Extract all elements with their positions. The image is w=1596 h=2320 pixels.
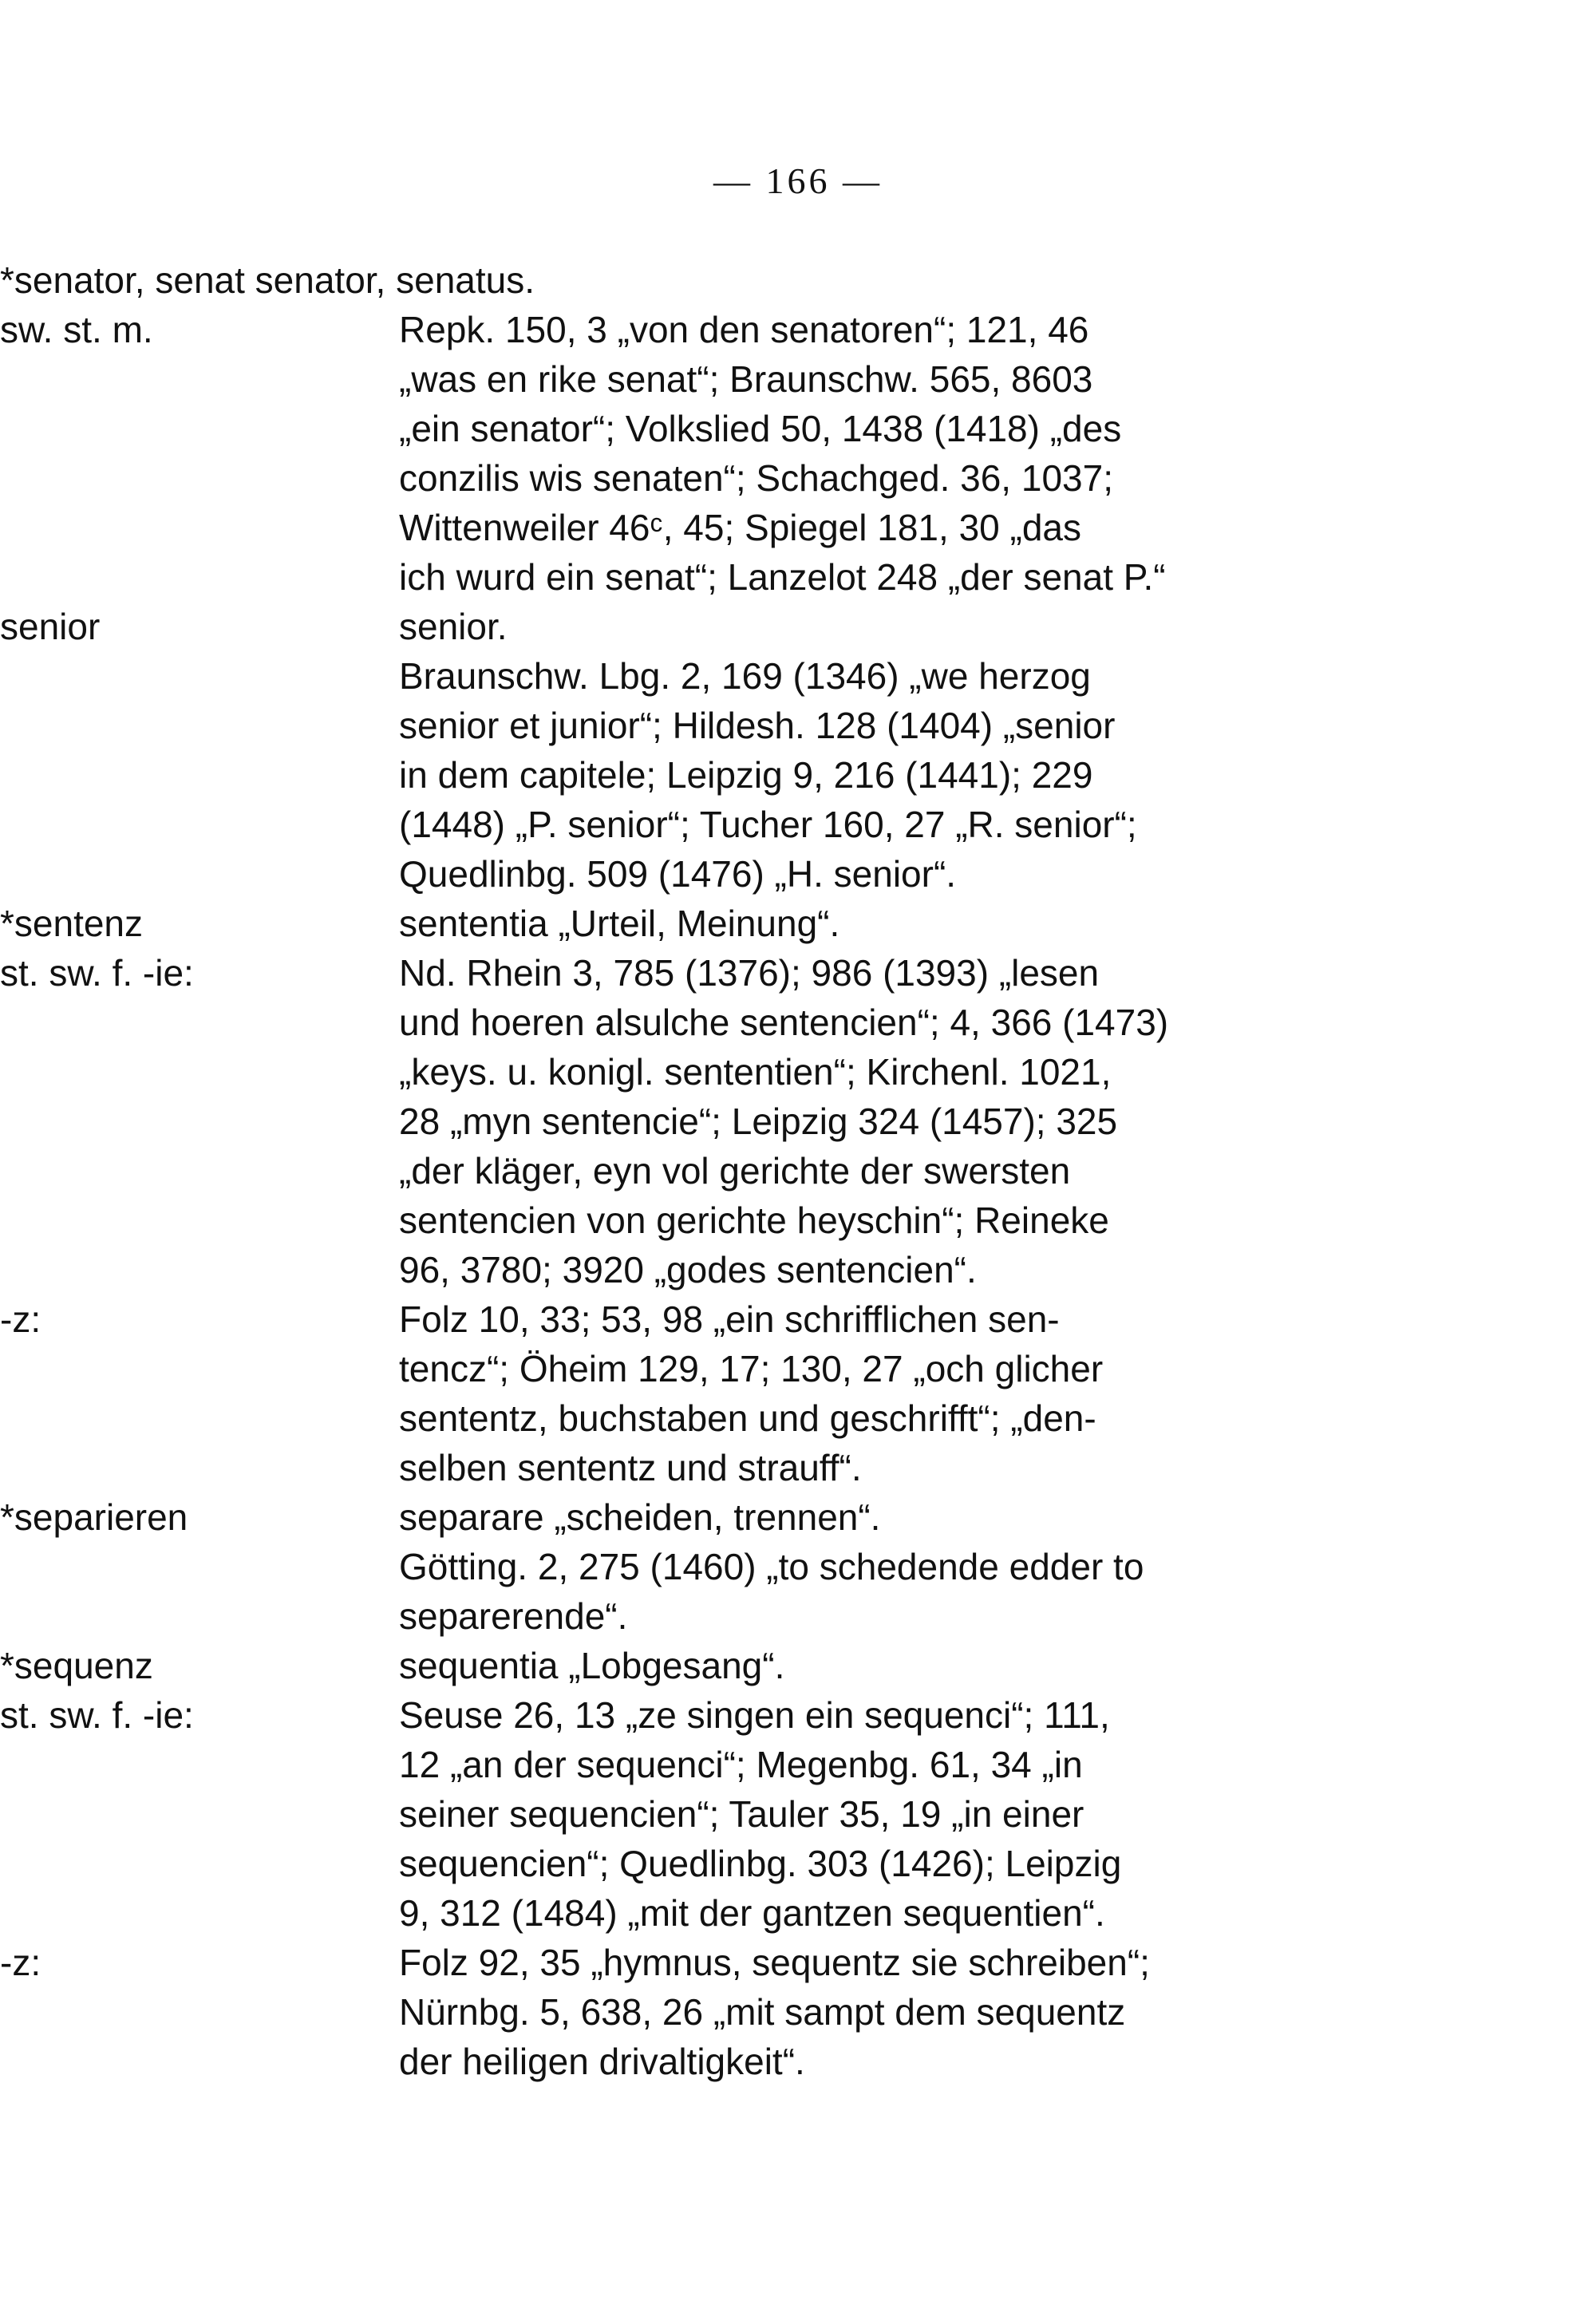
entry-label: *sequenz <box>0 1645 153 1686</box>
page-number: — 166 — <box>713 160 883 201</box>
entry-line <box>399 800 1484 849</box>
entry-text: Nürnbg. 5, 638, 26 „mit sampt dem sequentz <box>399 1991 1126 2033</box>
entry-line <box>399 503 1484 552</box>
dictionary-entry <box>0 255 1484 602</box>
entry-text: conzilis wis senaten“; Schachged. 36, 1037; <box>399 457 1113 499</box>
dictionary-entry <box>0 602 1484 899</box>
entry-line <box>399 750 1484 800</box>
entry-line <box>0 948 1484 998</box>
entry-text: seiner sequencien“; Tauler 35, 19 „in einer <box>399 1793 1084 1835</box>
entry-line <box>399 1097 1484 1146</box>
entry-text: „keys. u. konigl. sententien“; Kirchenl. 1021, <box>399 1051 1112 1093</box>
entry-line <box>0 1938 1484 1987</box>
entry-line <box>0 1492 1484 1542</box>
entry-line <box>399 1047 1484 1097</box>
entry-line <box>399 1542 1484 1591</box>
entry-text: „was en rike senat“; Braunschw. 565, 8603 <box>399 358 1093 400</box>
entry-line <box>399 1393 1484 1443</box>
entry-label: *sentenz <box>0 903 144 944</box>
entry-line <box>0 602 1484 651</box>
entry-text: sequencien“; Quedlinbg. 303 (1426); Leipzig <box>399 1843 1122 1884</box>
entry-line <box>399 1245 1484 1294</box>
entry-line <box>399 1740 1484 1789</box>
entry-text: sentencien von gerichte heyschin“; Reineke <box>399 1200 1109 1241</box>
dictionary-entry <box>0 899 1484 1492</box>
lemma-line: *senator, senat senator, senatus. <box>0 259 535 301</box>
entry-line <box>399 552 1484 602</box>
entry-line <box>0 1641 1484 1690</box>
entry-text: ich wurd ein senat“; Lanzelot 248 „der senat P.“ <box>399 556 1166 598</box>
entry-text: sententia „Urteil, Meinung“. <box>399 903 840 944</box>
entry-text: „ein senator“; Volkslied 50, 1438 (1418) „des <box>399 408 1122 449</box>
entry-line <box>0 899 1484 948</box>
entry-line <box>0 1690 1484 1740</box>
entry-text: Braunschw. Lbg. 2, 169 (1346) „we herzog <box>399 655 1091 697</box>
entry-text: 12 „an der sequenci“; Megenbg. 61, 34 „in <box>399 1744 1083 1785</box>
entry-text: sententz, buchstaben und geschrifft“; „den- <box>399 1397 1096 1439</box>
entry-text: Seuse 26, 13 „ze singen ein sequenci“; 111, <box>399 1694 1110 1736</box>
entry-line <box>399 404 1484 453</box>
entry-line <box>399 354 1484 404</box>
entry-text: Nd. Rhein 3, 785 (1376); 986 (1393) „lesen <box>399 952 1100 994</box>
entry-text: Folz 10, 33; 53, 98 „ein schrifflichen sen- <box>399 1298 1060 1340</box>
dictionary-entry <box>0 1492 1484 1641</box>
entry-text: Repk. 150, 3 „von den senatoren“; 121, 46 <box>399 309 1089 350</box>
entry-line <box>399 1344 1484 1393</box>
entry-text: „der kläger, eyn vol gerichte der swersten <box>399 1150 1071 1192</box>
dictionary-entries <box>0 255 1484 2086</box>
entry-text: Folz 92, 35 „hymnus, sequentz sie schreiben“; <box>399 1942 1150 1983</box>
entry-text: senior et junior“; Hildesh. 128 (1404) „senior <box>399 705 1116 746</box>
entry-line <box>0 1294 1484 1344</box>
entry-text: 28 „myn sentencie“; Leipzig 324 (1457); 325 <box>399 1101 1118 1142</box>
entry-label: -z: <box>0 1942 41 1983</box>
entry-line <box>399 1839 1484 1888</box>
entry-text: senior. <box>399 606 508 647</box>
entry-line <box>399 651 1484 701</box>
entry-text: 96, 3780; 3920 „godes sentencien“. <box>399 1249 977 1290</box>
entry-text: in dem capitele; Leipzig 9, 216 (1441); 229 <box>399 754 1093 796</box>
entry-text: der heiligen drivaltigkeit“. <box>399 2041 805 2082</box>
entry-text: Wittenweiler 46ᶜ, 45; Spiegel 181, 30 „das <box>399 507 1081 548</box>
entry-line <box>399 1789 1484 1839</box>
entry-label: st. sw. f. -ie: <box>0 1694 194 1736</box>
entry-line <box>399 1443 1484 1492</box>
entry-line <box>399 2037 1484 2086</box>
entry-label: -z: <box>0 1298 41 1340</box>
entry-line <box>399 1591 1484 1641</box>
entry-text: separerende“. <box>399 1595 628 1637</box>
entry-line <box>399 1196 1484 1245</box>
entry-line <box>399 1987 1484 2037</box>
entry-label: *separieren <box>0 1496 188 1538</box>
entry-line <box>399 1146 1484 1196</box>
entry-line <box>0 305 1484 354</box>
entry-label: st. sw. f. -ie: <box>0 952 194 994</box>
entry-text: sequentia „Lobgesang“. <box>399 1645 785 1686</box>
entry-label: senior <box>0 606 101 647</box>
entry-text: tencz“; Öheim 129, 17; 130, 27 „och glicher <box>399 1348 1104 1389</box>
entry-text: 9, 312 (1484) „mit der gantzen sequentien“. <box>399 1892 1105 1934</box>
dictionary-entry <box>0 1641 1484 2086</box>
entry-text: und hoeren alsulche sentencien“; 4, 366 (1473) <box>399 1002 1169 1043</box>
entry-label: sw. st. m. <box>0 309 153 350</box>
entry-text: selben sententz und strauff“. <box>399 1447 862 1488</box>
entry-text: Quedlinbg. 509 (1476) „H. senior“. <box>399 853 957 895</box>
entry-line <box>399 701 1484 750</box>
entry-line <box>399 453 1484 503</box>
entry-text: Götting. 2, 275 (1460) „to schedende edder to <box>399 1546 1144 1587</box>
entry-text: separare „scheiden, trennen“. <box>399 1496 881 1538</box>
entry-line <box>399 998 1484 1047</box>
entry-line <box>399 1888 1484 1938</box>
entry-line <box>399 849 1484 899</box>
entry-text: (1448) „P. senior“; Tucher 160, 27 „R. senior“; <box>399 804 1137 845</box>
